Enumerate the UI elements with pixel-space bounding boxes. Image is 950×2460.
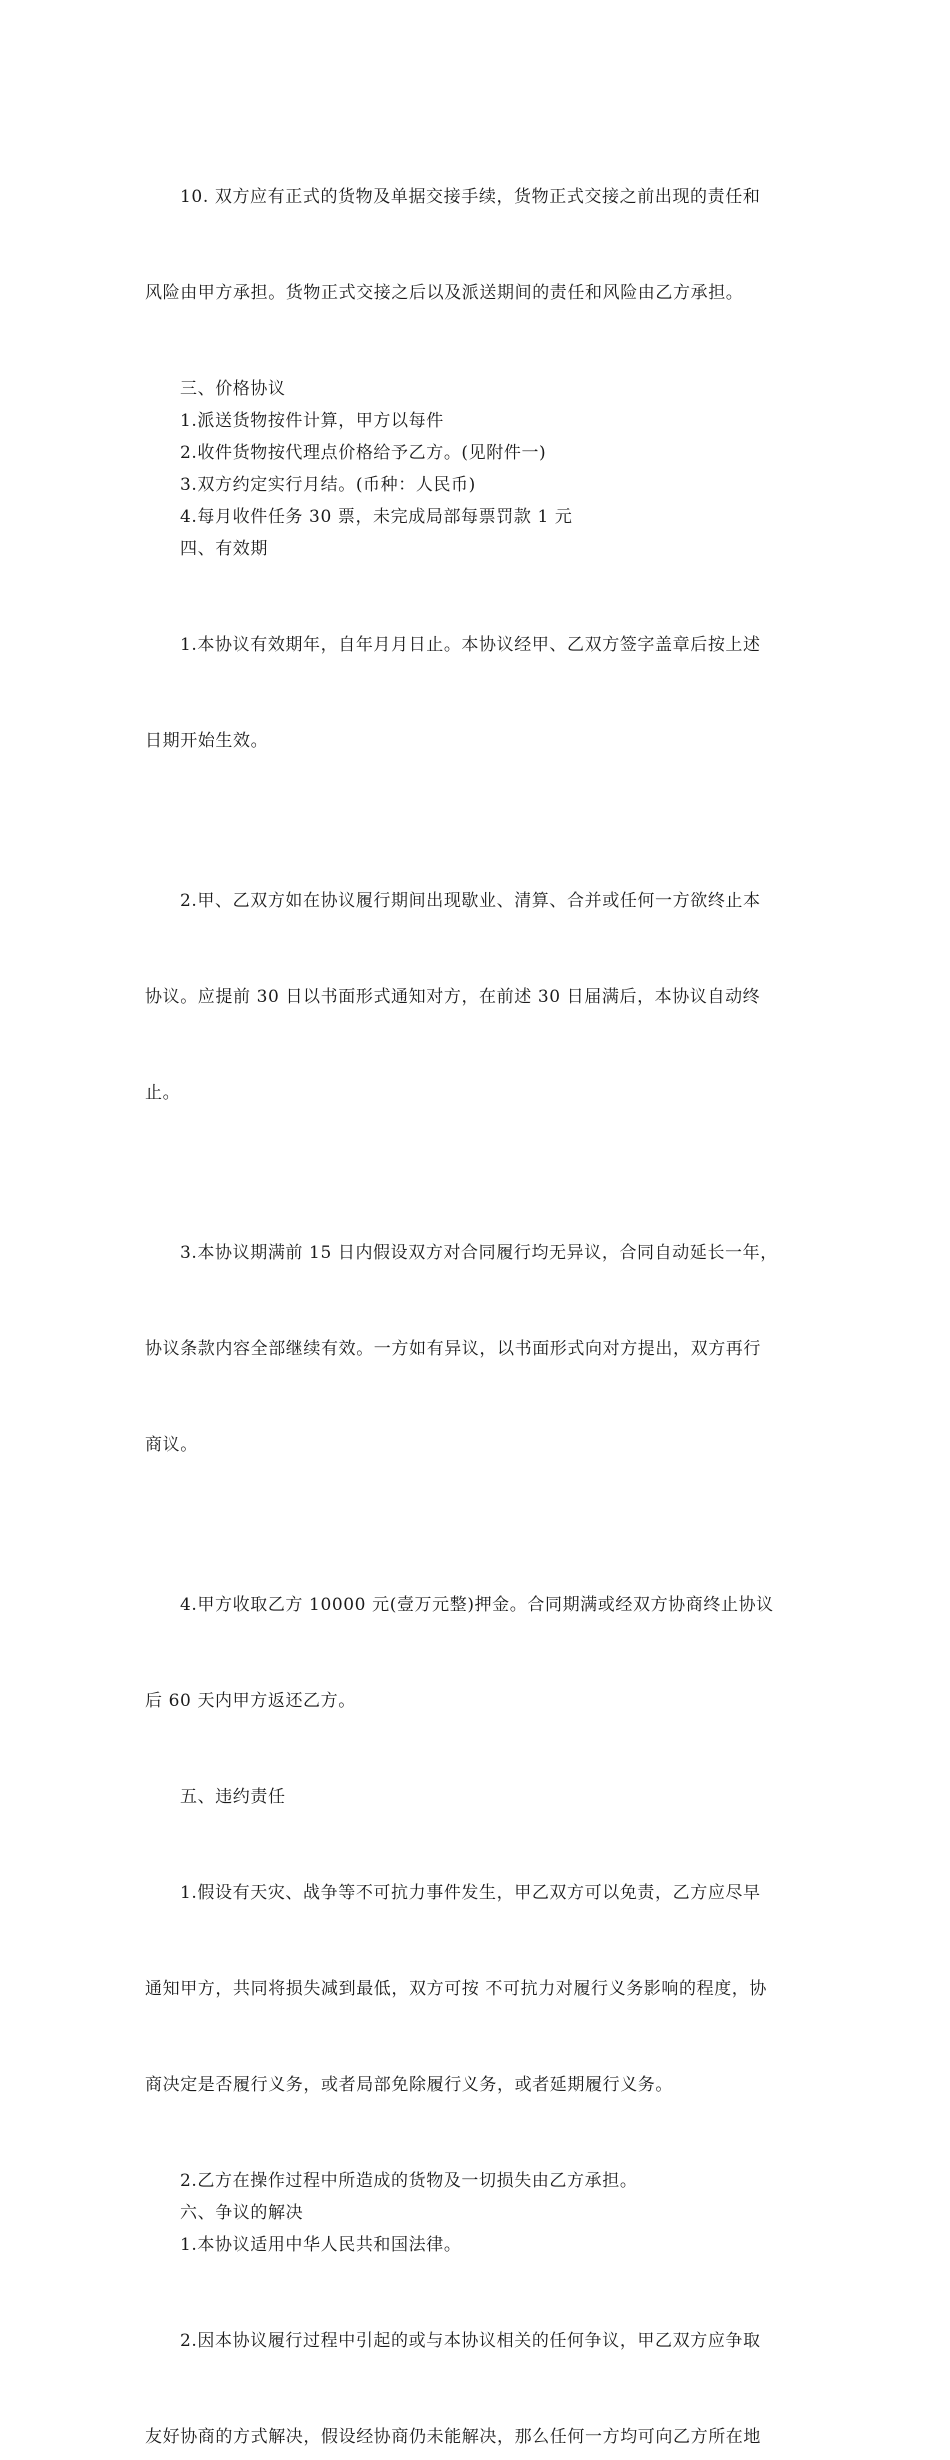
paragraph-validity-2 <box>145 821 805 1173</box>
paragraph-price-3: 3.双方约定实行月结。(币种：人民币) <box>180 475 476 495</box>
text-line: 通知甲方，共同将损失减到最低，双方可按 不可抗力对履行义务影响的程度，协 <box>145 1979 768 1999</box>
paragraph-item-10 <box>145 117 805 373</box>
text-line: 4.甲方收取乙方 10000 元(壹万元整)押金。合同期满或经双方协商终止协议 <box>180 1595 774 1615</box>
text-line: 1.假设有天灾、战争等不可抗力事件发生，甲乙双方可以免责，乙方应尽早 <box>180 1883 761 1903</box>
paragraph-dispute-1: 1.本协议适用中华人民共和国法律。 <box>180 2235 462 2255</box>
paragraph-price-4: 4.每月收件任务 30 票，未完成局部每票罚款 1 元 <box>180 507 573 527</box>
text-line: 商议。 <box>145 1435 198 1455</box>
text-line: 2.因本协议履行过程中引起的或与本协议相关的任何争议，甲乙双方应争取 <box>180 2331 761 2351</box>
paragraph-breach-2: 2.乙方在操作过程中所造成的货物及一切损失由乙方承担。 <box>180 2171 638 2191</box>
paragraph-dispute-2 <box>145 2261 805 2460</box>
text-line: 日期开始生效。 <box>145 731 269 751</box>
paragraph-validity-1 <box>145 565 805 821</box>
text-line: 止。 <box>145 1083 181 1103</box>
text-line: 3.本协议期满前 15 日内假设双方对合同履行均无异议，合同自动延长一年， <box>180 1243 778 1263</box>
paragraph-validity-4 <box>145 1525 805 1781</box>
section-heading-dispute: 六、争议的解决 <box>180 2203 304 2223</box>
text-line: 1.本协议有效期年，自年月月日止。本协议经甲、乙双方签字盖章后按上述 <box>180 635 761 655</box>
text-line: 风险由甲方承担。货物正式交接之后以及派送期间的责任和风险由乙方承担。 <box>145 283 744 303</box>
document-page <box>145 117 805 2460</box>
text-line: 协议。应提前 30 日以书面形式通知对方，在前述 30 日届满后，本协议自动终 <box>145 987 761 1007</box>
section-heading-validity: 四、有效期 <box>180 539 268 559</box>
section-heading-breach: 五、违约责任 <box>180 1787 286 1807</box>
text-line: 10. 双方应有正式的货物及单据交接手续，货物正式交接之前出现的责任和 <box>180 187 761 207</box>
section-heading-price: 三、价格协议 <box>180 379 286 399</box>
paragraph-price-1: 1.派送货物按件计算，甲方以每件 <box>180 411 444 431</box>
text-line: 友好协商的方式解决，假设经协商仍未能解决，那么任何一方均可向乙方所在地 <box>145 2427 761 2447</box>
paragraph-breach-1 <box>145 1813 805 2165</box>
text-line: 2.甲、乙双方如在协议履行期间出现歇业、清算、合并或任何一方欲终止本 <box>180 891 761 911</box>
text-line: 后 60 天内甲方返还乙方。 <box>145 1691 356 1711</box>
text-line: 协议条款内容全部继续有效。一方如有异议，以书面形式向对方提出，双方再行 <box>145 1339 761 1359</box>
text-line: 商决定是否履行义务，或者局部免除履行义务，或者延期履行义务。 <box>145 2075 673 2095</box>
paragraph-validity-3 <box>145 1173 805 1525</box>
paragraph-price-2: 2.收件货物按代理点价格给予乙方。(见附件一) <box>180 443 547 463</box>
